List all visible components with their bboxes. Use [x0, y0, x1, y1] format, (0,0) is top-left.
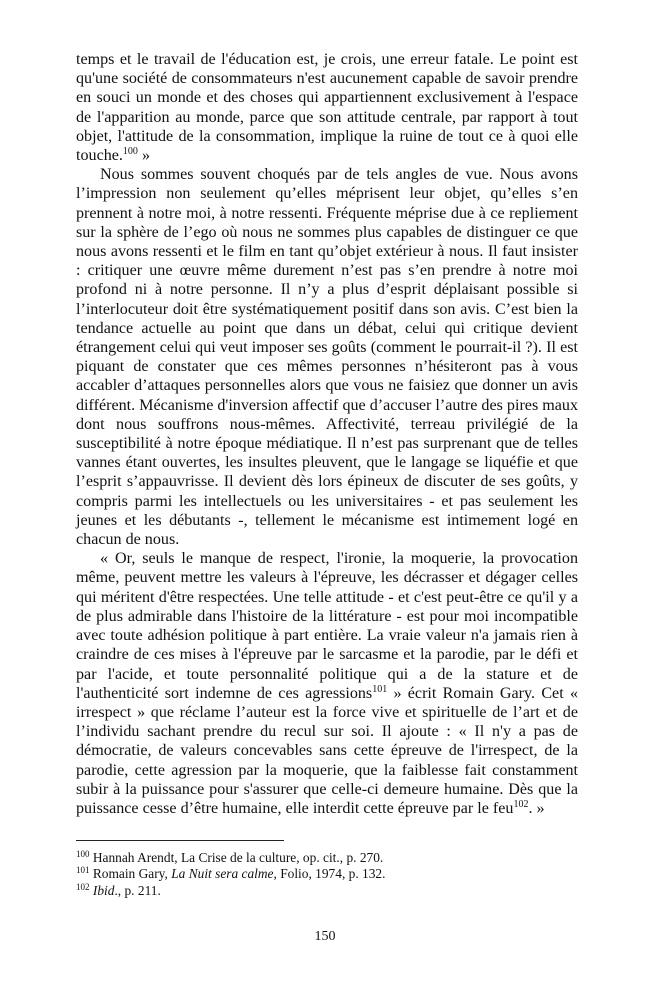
italic-text: Ibid [92, 882, 115, 898]
page-number: 150 [314, 929, 336, 944]
footnote [76, 850, 578, 866]
text-run: Nous sommes souvent choqués par de tels angles de vue. Nous avons l’impression non seulement qu’elles méprisent leur objet, qu’elles s’en prennent à notre moi, à notre ressenti. Fréquente méprise due à ce repliement sur la sphère de l’ego où nous ne sommes plus capables de distinguer ce que nous avons ressenti et le film en tant qu’objet extérieur à nous. Il faut insister : critiquer une œuvre même durement n’est pas s’en prendre à notre moi profond ni à notre personne. Il n’y a plus d’esprit déplaisant possible si l’interlocuteur doit être systématiquement positif dans son avis. C’est bien la tendance actuelle au point que dans un débat, celui qui critique devient étrangement celui qui veut imposer ses goûts (comment le pourrait-il ?). Il est piquant de constater que ces mêmes personnes n’hésiteront pas à vous accabler d’attaques personnelles alors que vous ne faisiez que donner un avis différent. Mécanisme d'inversion affectif que d’accuser l’autre des pires maux dont nous souffrons nous-mêmes. Affectivité, terreau privilégié de la susceptibilité à notre époque médiatique. Il n’est pas surprenant que de telles vannes étant ouvertes, les insultes pleuvent, que le langage se liquéfie et que l’esprit s’appauvrisse. Il devient dès lors épineux de discuter de ses goûts, y compris parmi les intellectuels ou les universitaires - et pas seulement les jeunes et les débutants -, tellement le mécanisme est intimement logé en chacun de nous. [76, 166, 578, 549]
footnote-number: 102 [76, 881, 90, 892]
text-run: , Folio, 1974, p. 132. [273, 866, 386, 882]
footnote [76, 883, 578, 899]
footnote-number: 100 [76, 849, 90, 859]
text-run: . » [528, 799, 545, 817]
footnote-number: 101 [76, 865, 90, 876]
text-run: Hannah Arendt, La Crise de la culture, op. cit., p. 270. [89, 850, 384, 865]
footnote [76, 866, 578, 882]
paragraph [76, 50, 578, 165]
paragraph [76, 549, 578, 818]
footnote-separator [76, 840, 284, 841]
paragraph [76, 165, 578, 549]
footnote-reference: 102 [513, 798, 529, 810]
footnotes [76, 850, 578, 899]
footnote-reference: 100 [122, 146, 138, 158]
text-run: « Or, seuls le manque de respect, l'ironie, la moquerie, la provocation même, peuvent mettre les valeurs à l'épreuve, les décrasser et dégager celles qui méritent d'être respectées. Une telle attitude - et c'est peut-être ce qu'il y a de plus admirable dans l'histoire de la littérature - est pour moi incompatible avec toute adhésion politique à part entière. La vraie valeur n'a jamais rien à craindre de ces mises à l'épreuve par le sarcasme et la parodie, par le défi et par l'acide, et toute personnalité politique qui a de la stature et de l'authenticité sort indemne de ces agressions [76, 550, 578, 702]
body-text [76, 50, 578, 818]
page-content [76, 50, 578, 818]
footnote-reference: 101 [372, 683, 388, 695]
italic-text: La Nuit sera calme [171, 866, 274, 882]
text-run: » [137, 147, 150, 165]
text-run: Romain Gary, [89, 866, 172, 882]
text-run: temps et le travail de l'éducation est, je crois, une erreur fatale. Le point est qu'une société de consommateurs n'est aucunement capable de savoir prendre en souci un monde et des choses qui appartiennent exclusivement à l'espace de l'apparition au monde, parce que son attitude centrale, par rapport à tout objet, l'attitude de la consommation, implique la ruine de tout ce à quoi elle touche. [76, 51, 578, 165]
text-run: » écrit Romain Gary. Cet « irrespect » que réclame l’auteur est la force vive et spirituelle de l’art et de l’individu sachant prendre du recul sur soi. Il ajoute : « Il n'y a pas de démocratie, de valeurs concevables sans cette épreuve de l'irrespect, de la parodie, cette agression par la moquerie, que la faiblesse fait constamment subir à la puissance pour s'assurer que celle-ci demeure humaine. Dès que la puissance cesse d’être humaine, elle interdit cette épreuve par le feu [76, 684, 578, 817]
text-run: ., p. 211. [114, 882, 161, 898]
